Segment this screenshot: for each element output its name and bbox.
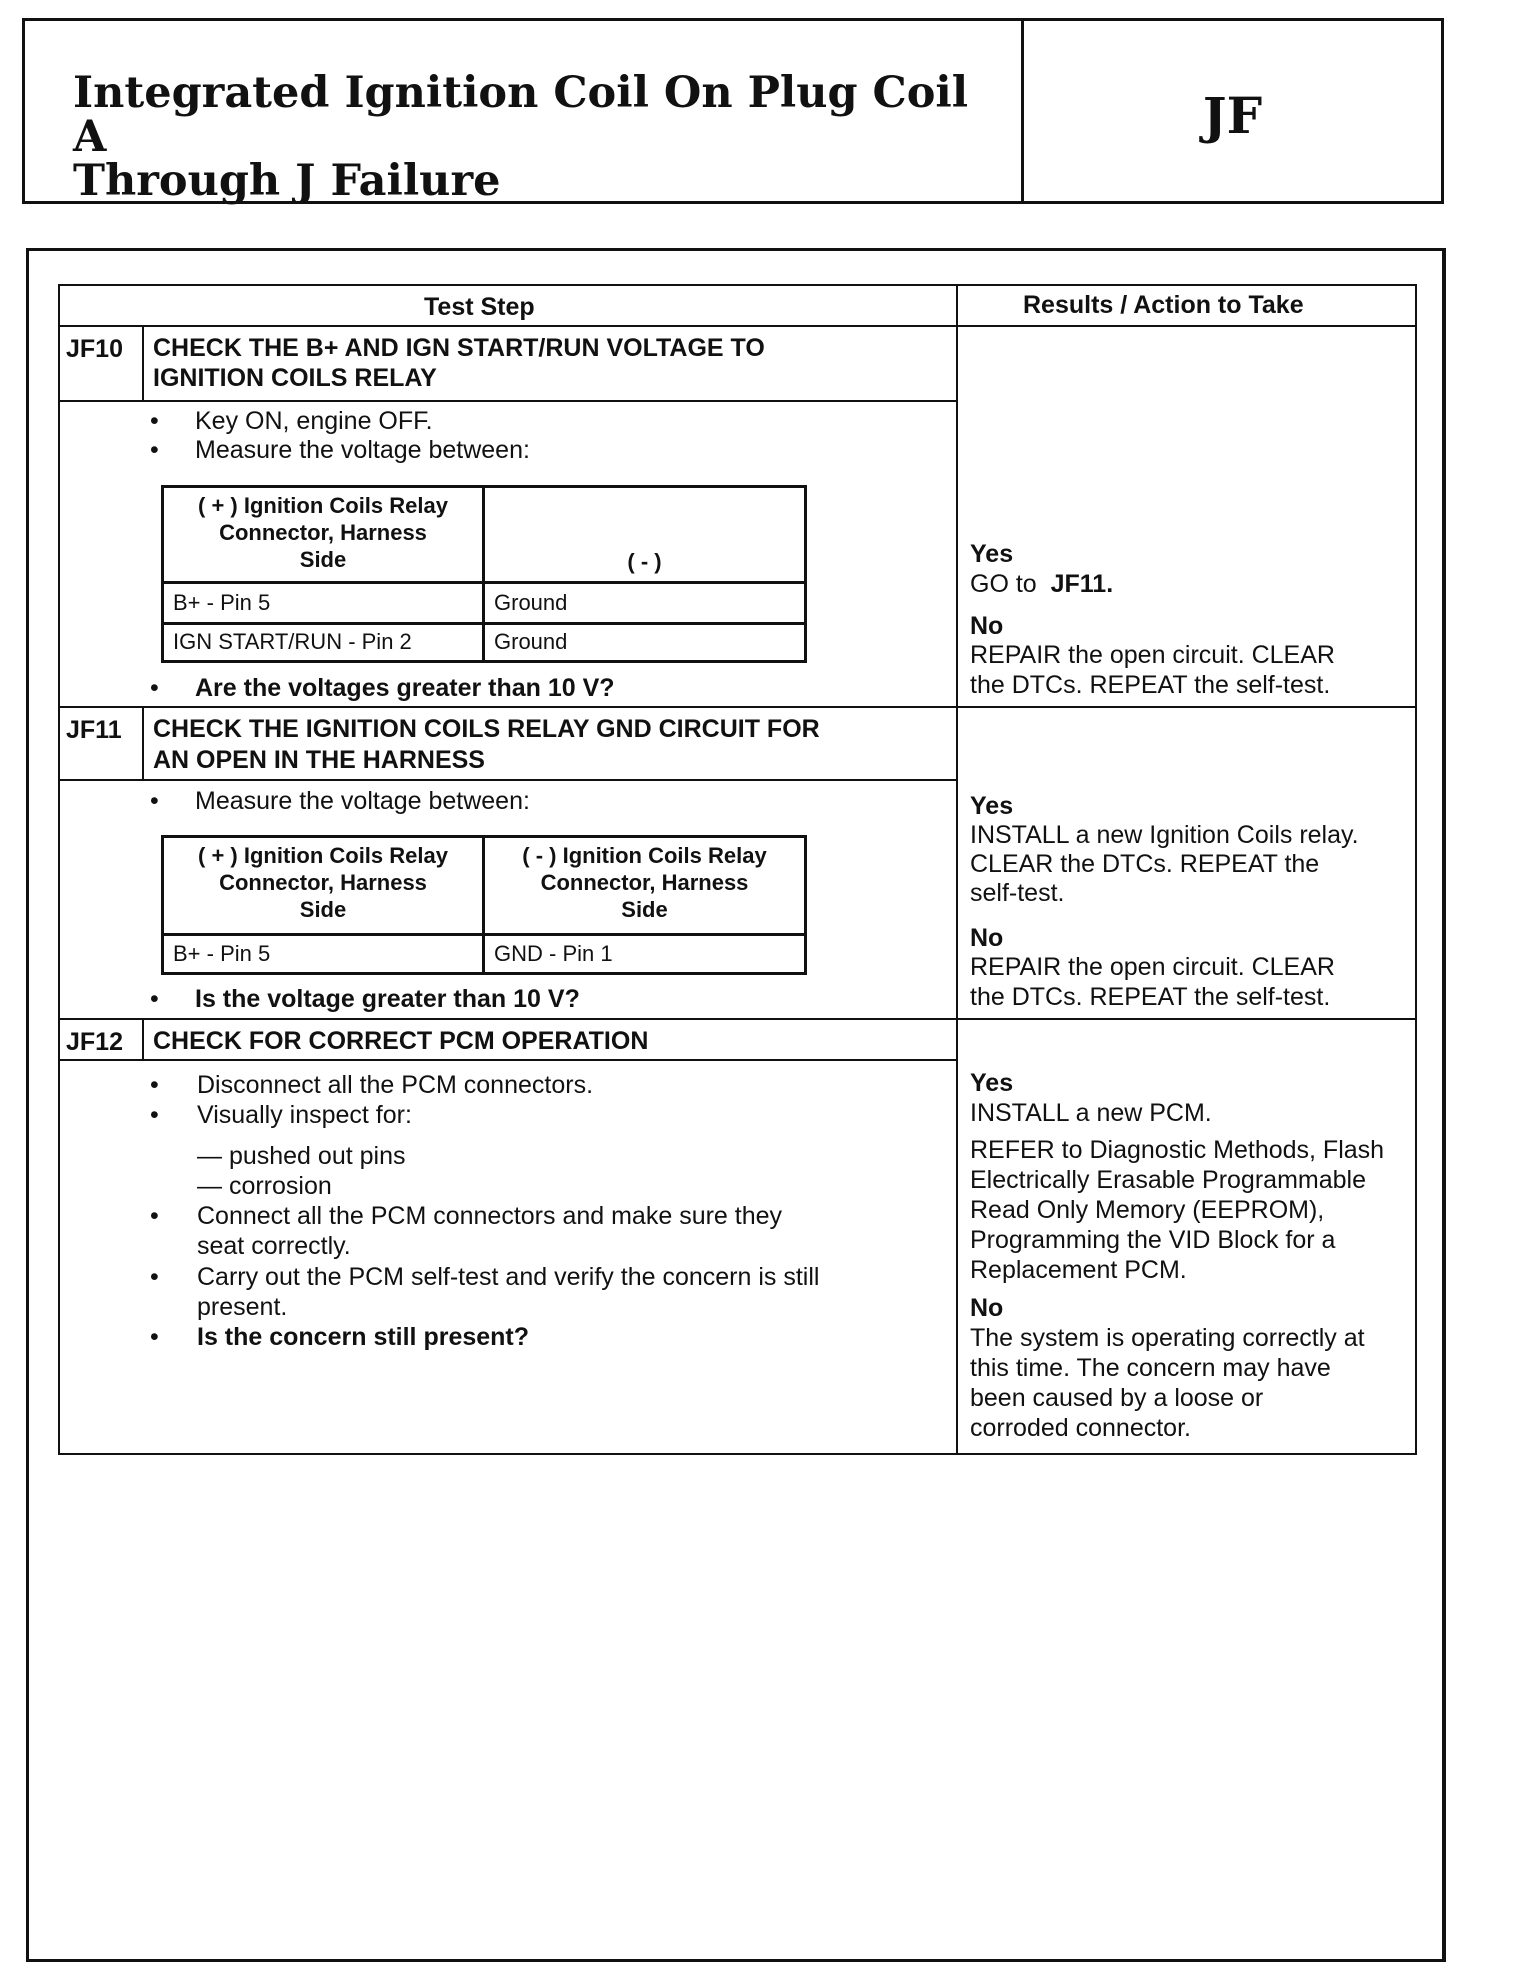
jf11-yes-action-line2: CLEAR the DTCs. REPEAT the	[970, 850, 1320, 878]
jf12-refer-line1: REFER to Diagnostic Methods, Flash	[970, 1136, 1385, 1164]
jf10-step-id: JF10	[66, 335, 123, 363]
bullet-icon: •	[150, 1101, 159, 1129]
jf10-no-action-line1: REPAIR the open circuit. CLEAR	[970, 641, 1335, 669]
jf12-bullet-connect-line2: seat correctly.	[197, 1232, 351, 1260]
jf11-no-label: No	[970, 924, 1004, 952]
sub-table-header-negative	[485, 842, 804, 923]
jf11-step-title-line1: CHECK THE IGNITION COILS RELAY GND CIRCUIT FOR	[153, 715, 820, 743]
jf12-yes-label: Yes	[970, 1069, 1014, 1097]
jf10-step-title-line1: CHECK THE B+ AND IGN START/RUN VOLTAGE TO	[153, 334, 765, 362]
row-separator-jf11	[58, 706, 1417, 708]
sub-table-cell: B+ - Pin 5	[173, 941, 271, 966]
bullet-icon: •	[150, 1263, 159, 1291]
table-right-border	[1415, 284, 1417, 1455]
table-bottom-border	[58, 1453, 1417, 1455]
sub-table-cell: Ground	[494, 590, 568, 615]
sub-table-cell: GND - Pin 1	[494, 941, 613, 966]
jf10-no-label: No	[970, 612, 1004, 640]
jf12-step-id: JF12	[66, 1028, 123, 1056]
sub-table-header-positive	[164, 842, 482, 923]
table-column-divider	[956, 284, 958, 1455]
header-text: ( - ) Ignition Coils Relay	[522, 843, 767, 868]
jf12-refer-line5: Replacement PCM.	[970, 1256, 1187, 1284]
jf12-no-label: No	[970, 1294, 1004, 1322]
bullet-icon: •	[150, 1071, 159, 1099]
column-header-test-step: Test Step	[424, 293, 535, 321]
sub-table-header-divider	[164, 933, 804, 936]
jf11-no-action-line1: REPAIR the open circuit. CLEAR	[970, 953, 1335, 981]
table-top-border	[58, 284, 1417, 286]
jf12-no-action-line4: corroded connector.	[970, 1414, 1191, 1442]
section-code: JF	[1202, 85, 1263, 145]
page-title-line2: Through J Failure	[73, 156, 501, 206]
bullet-icon: •	[150, 436, 159, 464]
jf12-id-divider	[142, 1019, 144, 1060]
page-title-line1: Integrated Ignition Coil On Plug Coil A	[73, 68, 969, 162]
sub-table-row-divider	[164, 622, 804, 625]
column-header-results: Results / Action to Take	[1023, 291, 1304, 319]
sub-table-cell: B+ - Pin 5	[173, 590, 271, 615]
yes-action-text: GO to	[970, 570, 1037, 598]
jf10-id-divider	[142, 326, 144, 401]
header-text: Connector, Harness	[219, 520, 427, 545]
jf11-yes-action-line3: self-test.	[970, 879, 1065, 907]
jf11-step-title-line2: AN OPEN IN THE HARNESS	[153, 746, 485, 774]
header-text: ( + ) Ignition Coils Relay	[198, 843, 448, 868]
jf11-question: Is the voltage greater than 10 V?	[195, 985, 580, 1013]
jf12-step-title: CHECK FOR CORRECT PCM OPERATION	[153, 1027, 649, 1055]
jf10-title-underline	[58, 400, 956, 402]
jf12-yes-action: INSTALL a new PCM.	[970, 1099, 1212, 1127]
jf10-bullet-key-on: Key ON, engine OFF.	[195, 407, 433, 435]
jf12-bullet-selftest-line2: present.	[197, 1293, 288, 1321]
header-text: ( + ) Ignition Coils Relay	[198, 493, 448, 518]
jf12-dash-pushed-out-pins: — pushed out pins	[197, 1142, 406, 1170]
jf12-bullet-inspect: Visually inspect for:	[197, 1101, 412, 1129]
bullet-icon: •	[150, 674, 159, 702]
jf12-bullet-disconnect: Disconnect all the PCM connectors.	[197, 1071, 594, 1099]
bullet-icon: •	[150, 787, 159, 815]
yes-action-ref: JF11.	[1050, 570, 1114, 598]
jf10-no-action-line2: the DTCs. REPEAT the self-test.	[970, 671, 1331, 699]
header-text: Side	[299, 547, 347, 572]
jf11-step-id: JF11	[66, 716, 122, 744]
page-title	[73, 68, 1013, 206]
jf12-refer-line3: Read Only Memory (EEPROM),	[970, 1196, 1325, 1224]
jf10-step-title-line2: IGNITION COILS RELAY	[153, 364, 437, 392]
jf11-id-divider	[142, 707, 144, 780]
header-text: Connector, Harness	[219, 870, 427, 895]
sub-table-header-positive	[164, 492, 482, 573]
header-text: Connector, Harness	[540, 870, 749, 895]
sub-table-cell: Ground	[494, 629, 568, 654]
jf12-refer-line2: Electrically Erasable Programmable	[970, 1166, 1366, 1194]
jf12-question: Is the concern still present?	[197, 1323, 530, 1351]
bullet-icon: •	[150, 985, 159, 1013]
sub-table-cell: IGN START/RUN - Pin 2	[173, 629, 412, 654]
jf10-question: Are the voltages greater than 10 V?	[195, 674, 615, 702]
jf10-bullet-measure: Measure the voltage between:	[195, 436, 530, 464]
jf10-yes-action	[970, 569, 1113, 599]
bullet-icon: •	[150, 407, 159, 435]
jf10-measurement-table	[161, 485, 807, 663]
jf11-yes-label: Yes	[970, 792, 1014, 820]
jf12-title-underline	[58, 1059, 956, 1061]
jf12-bullet-selftest-line1: Carry out the PCM self-test and verify the concern is still	[197, 1263, 820, 1291]
table-left-border	[58, 284, 60, 1455]
jf12-no-action-line1: The system is operating correctly at	[970, 1324, 1365, 1352]
jf12-refer-line4: Programming the VID Block for a	[970, 1226, 1336, 1254]
page-header	[22, 18, 1444, 204]
jf11-no-action-line2: the DTCs. REPEAT the self-test.	[970, 983, 1331, 1011]
header-text: Side	[299, 897, 347, 922]
jf12-bullet-connect-line1: Connect all the PCM connectors and make sure they	[197, 1202, 783, 1230]
row-separator-jf12	[58, 1018, 1417, 1020]
jf11-measurement-table	[161, 835, 807, 975]
sub-table-header-negative: ( - )	[627, 549, 662, 574]
jf11-bullet-measure: Measure the voltage between:	[195, 787, 530, 815]
jf12-dash-corrosion: — corrosion	[197, 1172, 332, 1200]
sub-table-header-divider	[164, 581, 804, 584]
jf12-no-action-line3: been caused by a loose or	[970, 1384, 1264, 1412]
jf11-title-underline	[58, 779, 956, 781]
header-text: Side	[621, 897, 668, 922]
bullet-icon: •	[150, 1202, 159, 1230]
bullet-icon: •	[150, 1323, 159, 1351]
jf10-yes-label: Yes	[970, 540, 1014, 568]
jf11-yes-action-line1: INSTALL a new Ignition Coils relay.	[970, 821, 1359, 849]
jf12-no-action-line2: this time. The concern may have	[970, 1354, 1331, 1382]
table-header-bottom	[58, 325, 1417, 327]
